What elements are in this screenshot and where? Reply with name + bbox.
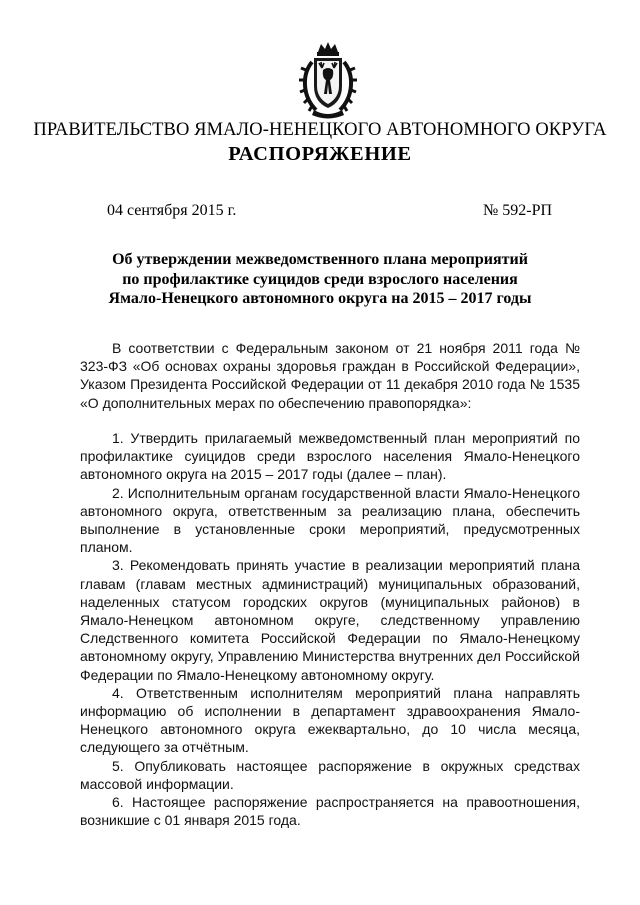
order-items [80,429,580,829]
document-type-title: РАСПОРЯЖЕНИЕ [228,143,412,165]
document-subject [80,250,560,309]
order-item: 2. Исполнительным органам государственной власти Ямало-Ненецкого автономного округа, ответственным за реализацию плана, обеспечить выполнение в установленные сроки мероприятий, предусмотренных планом. [80,484,580,556]
preamble-paragraph [80,339,580,412]
order-item: 5. Опубликовать настоящее распоряжение в окружных средствах массовой информации. [80,757,580,792]
subject-line: по профилактике суицидов среди взрослого населения [122,270,518,288]
document-number: № 592-РП [483,202,553,219]
order-item: 1. Утвердить прилагаемый межведомственный план мероприятий по профилактике суицидов среди взрослого населения Ямало-Ненецкого автономного округа на 2015 – 2017 годы (далее – план). [80,430,580,483]
subject-line: Об утверждении межведомственного плана мероприятий [112,251,528,268]
order-item: 6. Настоящее распоряжение распространяется на правоотношения, возникшие с 01 января 2015 года. [80,794,580,829]
coat-of-arms-icon [296,40,360,120]
government-title: ПРАВИТЕЛЬСТВО ЯМАЛО-НЕНЕЦКОГО АВТОНОМНОГО ОКРУГА [33,120,607,140]
subject-line: Ямало-Ненецкого автономного округа на 2015 – 2017 годы [108,290,532,307]
order-item: 4. Ответственным исполнителям мероприятий плана направлять информацию об исполнении в департамент здравоохранения Ямало-Ненецкого автономного округа ежеквартально, до 10 числа месяца, следующего за отчётным. [80,684,580,756]
preamble-text: В соответствии с Федеральным законом от 21 ноября 2011 года № 323-ФЗ «Об основах охраны здоровья граждан в Российской Федерации», Указом Президента Российской Федерации от 11 декабря 2010 года № 1535 «О дополнительных мерах по обеспечению правопорядка»: [80,340,580,411]
document-date: 04 сентября 2015 г. [107,202,237,219]
order-item: 3. Рекомендовать принять участие в реализации мероприятий плана главам (главам местных администраций) муниципальных образований, наделенных статусом городских округов (муниципальных районов) в Ямало-Ненецком автономном округе, следственному управлению Следственного комитета Российской Федерации по Ямало-Ненецкому автономному округу, Управлению Министерства внутренних дел Российской Федерации по Ямало-Ненецкому автономному округу. [80,557,580,683]
